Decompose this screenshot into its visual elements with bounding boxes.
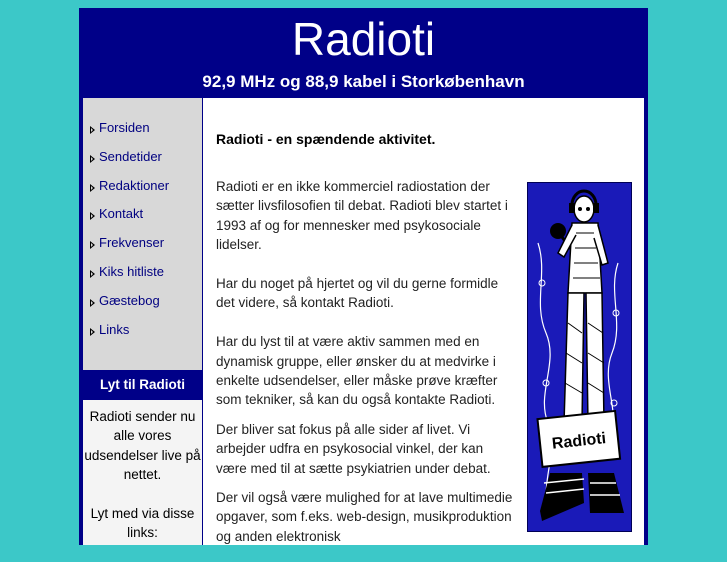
nav-item-links[interactable]: [83, 322, 169, 351]
nav-item-forsiden[interactable]: [83, 120, 169, 149]
nav-link-kiks-hitliste[interactable]: Kiks hitliste: [99, 263, 165, 279]
nav-link-gaestebog[interactable]: Gæstebog: [99, 292, 160, 308]
sidebar: [83, 98, 202, 545]
listen-text: [83, 407, 202, 562]
nav-link-sendetider[interactable]: Sendetider: [99, 148, 162, 164]
paragraph-active: Har du lyst til at være aktiv sammen med en dynamisk gruppe, eller ønsker du at medvirke i enkelte udsendelser, eller måske prøve kræfter som tekniker, så kan du også kontakte Radioti.: [216, 334, 498, 408]
paragraph-intro: Radioti er en ikke kommerciel radiostation der sætter livsfilosofien til debat. Radioti blev startet i 1993 af og for mennesker med psykosociale lidelser.: [216, 179, 508, 253]
content-title: Radioti - en spændende aktivitet.: [216, 131, 436, 147]
arrow-icon: [90, 270, 95, 278]
content-body: [216, 177, 514, 545]
arrow-icon: [90, 155, 95, 163]
site-title: Radioti: [291, 13, 436, 65]
listen-box: [83, 370, 202, 545]
arrow-icon: [90, 328, 95, 336]
paragraph-contact: Har du noget på hjertet og vil du gerne formidle det videre, så kontakt Radioti.: [216, 276, 499, 311]
poster-label: Radioti: [551, 430, 607, 453]
site-subtitle: 92,9 MHz og 88,9 kabel i Storkøbenhavn: [202, 72, 525, 91]
header: [79, 8, 648, 98]
nav-item-frekvenser[interactable]: [83, 235, 169, 264]
paragraph-multimedia: Der vil også være mulighed for at lave multimedie opgaver, som f.eks. web-design, musikproduktion og anden elektronisk: [216, 490, 513, 544]
nav-item-redaktioner[interactable]: [83, 178, 169, 207]
nav-item-kiks-hitliste[interactable]: [83, 264, 169, 293]
nav-link-frekvenser[interactable]: Frekvenser: [99, 235, 165, 251]
arrow-icon: [90, 241, 95, 249]
arrow-icon: [90, 212, 95, 220]
nav-link-links[interactable]: Links: [99, 321, 130, 337]
nav-link-forsiden[interactable]: Forsiden: [99, 120, 150, 135]
paragraph-focus: Der bliver sat fokus på alle sider af livet. Vi arbejder udfra en psykosocial vinkel, der kan være med til at sætte psykiatrien under debat.: [216, 421, 491, 476]
arrow-icon: [90, 126, 95, 134]
nav-item-kontakt[interactable]: [83, 206, 169, 235]
arrow-icon: [90, 299, 95, 307]
page-frame: [79, 8, 648, 545]
radioti-poster-image: [527, 182, 632, 532]
nav-item-gaestebog[interactable]: [83, 293, 169, 322]
nav-menu: [83, 120, 169, 350]
nav-item-sendetider[interactable]: [83, 149, 169, 178]
listen-links-intro: Lyt med via disse links:: [90, 506, 195, 541]
arrow-icon: [90, 184, 95, 192]
listen-paragraph: Radioti sender nu alle vores udsendelser live på nettet.: [84, 409, 201, 483]
nav-link-kontakt[interactable]: Kontakt: [99, 206, 144, 222]
main-content: [203, 98, 644, 545]
nav-link-redaktioner[interactable]: Redaktioner: [99, 177, 170, 193]
listen-title: Lyt til Radioti: [83, 370, 202, 400]
